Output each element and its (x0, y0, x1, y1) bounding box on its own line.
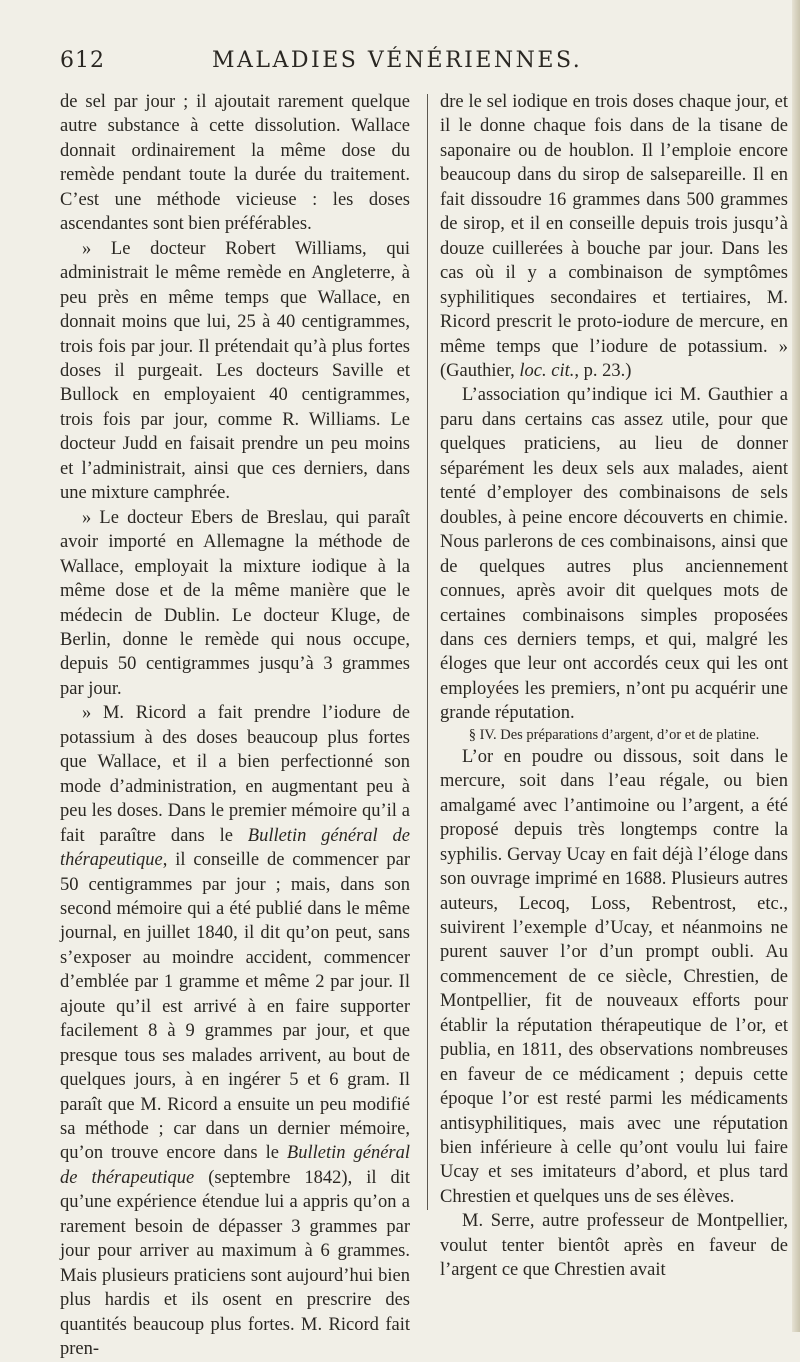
paragraph: M. Serre, autre professeur de Montpellier, voulut tenter bientôt après en faveur de l’argent ce que Chrestien avait (440, 1211, 788, 1281)
running-title: MALADIES VÉNÉRIENNES. (212, 48, 583, 73)
right-column (440, 90, 788, 1283)
section-heading: § IV. Des préparations d’argent, d’or et de platine. (468, 726, 760, 743)
journal-title: Bulletin général de thérapeutique (60, 825, 410, 871)
paragraph: de sel par jour ; il ajoutait rarement quelque autre substance à cette dissolution. Wallace donnait ordinairement la même dose du remède pendant toute la durée du traitement. C’est une méthode vicieuse : les doses ascendantes sont bien préférables. (60, 92, 410, 235)
paragraph: L’or en poudre ou dissous, soit dans le mercure, soit dans l’eau régale, ou bien amalgamé avec l’antimoine ou l’argent, a été proposé depuis très longtemps contre la syphilis. Gervay Ucay en fait déjà l’éloge dans son ouvrage imprimé en 1688. Plusieurs autres auteurs, Lecoq, Loss, Rebentrost, etc., suivirent l’exemple d’Ucay, et néanmoins ne purent sauver l’or d’un prompt oubli. Au commencement de ce siècle, Chrestien, de Montpellier, fit de nouveaux efforts pour établir la réputation thérapeutique de l’or, et publia, en 1811, des observations nombreuses en faveur de ce médicament ; depuis cette époque l’or est resté parmi les médicaments antisyphilitiques, mais avec une réputation bien inférieure à celle qu’ont voulu lui faire Ucay et ses imitateurs d’abord, et plus tard Chrestien et quelques uns de ses élèves. (440, 746, 788, 1207)
column-divider (427, 94, 428, 1210)
paragraph: L’association qu’indique ici M. Gauthier a paru dans certains cas assez utile, pour que quelques praticiens, au lieu de donner séparément les deux sels aux malades, aient tenté d’employer des combinaisons de sels doubles, à peine encore découverts en chimie. Nous parlerons de ces combinaisons, ainsi que de quelques autres plus anciennement connues, après avoir dit quelques mots de certaines combinaisons simples proposées dans ces derniers temps, et qui, malgré les éloges que leur ont accordés ceux qui les ont employées les premiers, n’ont pu acquérir une grande réputation. (440, 385, 788, 724)
left-column (60, 90, 410, 1362)
page-header (60, 48, 710, 82)
text-run: dre le sel iodique en trois doses chaque jour, et il le donne chaque fois dans de la tisane de saponaire ou de houblon. Il l’emploie encore beaucoup dans du sirop de salsepareille. Il en fait dissoudre 16 grammes dans 500 grammes de sirop, et il en conseille depuis trois jusqu’à douze cuillerées à bouche par jour. Dans les cas où il y a combinaison de symptômes syphilitiques secondaires et tertiaires, M. Ricord prescrit le proto-iodure de mercure, en même temps que l’iodure de potassium. » (Gauthier, (440, 92, 788, 381)
paragraph (60, 701, 410, 1361)
citation: loc. cit. (519, 360, 575, 381)
page-number: 612 (60, 48, 105, 73)
paragraph (440, 90, 788, 383)
text-run: (septembre 1842), il dit qu’une expérience étendue lui a appris qu’on a rarement besoin de dépasser 3 grammes par jour pour arriver au maximum à 6 grammes. Mais plusieurs praticiens sont aujourd’hui bien plus hardis et ils osent en prescrire des quantités beaucoup plus fortes. M. Ricord fait pren- (60, 1167, 410, 1360)
paragraph: » Le docteur Ebers de Breslau, qui paraît avoir importé en Allemagne la méthode de Wallace, employait la mixture iodique à la même dose et de la même manière que le médecin de Dublin. Le docteur Kluge, de Berlin, donne le remède qui nous occupe, depuis 50 centigrammes jusqu’à 3 grammes par jour. (60, 507, 410, 699)
text-run: » M. Ricord a fait prendre l’iodure de potassium à des doses beaucoup plus fortes que Wallace, et il a bien perfectionné son mode d’administration, en augmentant peu à peu les doses. Dans le premier mémoire qu’il a fait paraître dans le (60, 703, 410, 846)
paragraph: » Le docteur Robert Williams, qui administrait le même remède en Angleterre, à peu près en même temps que Wallace, en donnait moins que lui, 25 à 40 centigrammes, trois fois par jour. Il prétendait qu’à plus fortes doses il purgeait. Les docteurs Saville et Bullock en employaient 40 centigrammes, trois fois par jour, comme R. Williams. Le docteur Judd en faisait prendre un peu moins et l’administrait, ainsi que ces derniers, dans une mixture camphrée. (60, 238, 410, 504)
page-edge-shadow (792, 0, 800, 1332)
text-run: , il conseille de commencer par 50 centigrammes par jour ; mais, dans son second mémoire qui a été publié dans le même journal, en juillet 1840, il dit qu’on peut, sans s’exposer au moindre accident, commencer d’emblée par 1 gramme et même 2 par jour. Il ajoute qu’il est arrivé à en faire supporter facilement 8 à 9 grammes par jour, et que presque tous ses malades arrivent, au bout de quelques jours, à en ingérer 5 et 6 gram. Il paraît que M. Ricord a ensuite un peu modifié sa méthode ; car dans un dernier mémoire, qu’on trouve encore dans le (60, 850, 410, 1164)
text-run: , p. 23.) (574, 360, 632, 381)
journal-title: Bulletin général de thérapeutique (60, 1143, 410, 1188)
